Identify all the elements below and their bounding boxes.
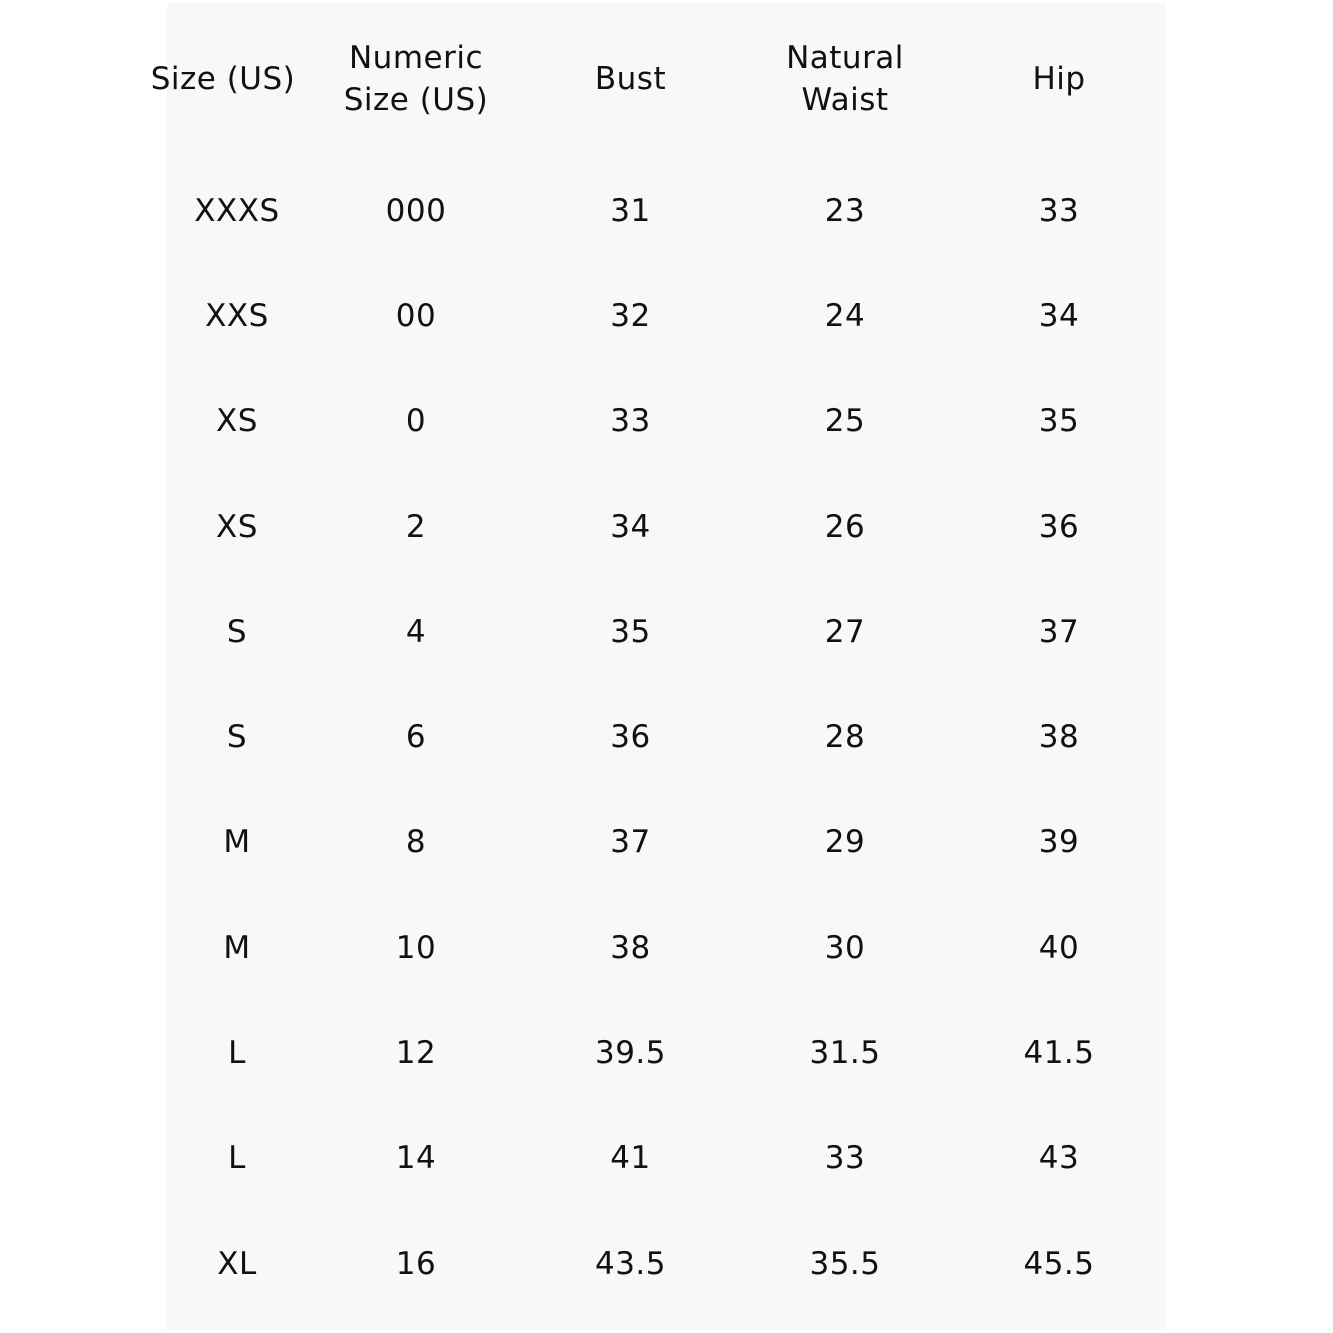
table-row: [167, 684, 1166, 789]
cell-numeric-size-us: 2: [405, 508, 427, 545]
cell-bust: 33: [610, 403, 651, 440]
cell-size-us: XXXS: [194, 192, 280, 229]
cell-natural-waist: 25: [824, 403, 866, 440]
table-header: [150, 3, 1166, 158]
cell-size-us: XL: [217, 1245, 257, 1282]
table-row: [167, 369, 1166, 474]
cell-hip: 43: [1038, 1140, 1080, 1177]
cell-bust: 35: [610, 613, 651, 650]
cell-natural-waist: 28: [824, 719, 866, 756]
cell-numeric-size-us: 000: [385, 192, 447, 229]
cell-hip: 37: [1038, 613, 1080, 650]
cell-natural-waist: 30: [824, 929, 866, 966]
cell-bust: 38: [610, 929, 651, 966]
cell-numeric-size-us: 6: [405, 719, 427, 756]
cell-bust: 36: [610, 719, 651, 756]
cell-size-us: L: [228, 1035, 246, 1072]
cell-size-us: M: [223, 824, 251, 861]
cell-natural-waist: 26: [824, 508, 866, 545]
cell-bust: 39.5: [594, 1035, 667, 1072]
cell-numeric-size-us: 00: [395, 297, 437, 334]
cell-bust: 31: [610, 192, 651, 229]
cell-hip: 33: [1038, 192, 1080, 229]
cell-numeric-size-us: 10: [395, 929, 437, 966]
cell-numeric-size-us: 16: [395, 1245, 437, 1282]
cell-hip: 45.5: [1023, 1245, 1095, 1282]
cell-numeric-size-us: 12: [395, 1035, 437, 1072]
cell-numeric-size-us: 14: [395, 1140, 437, 1177]
column-header-size-us: Size (US): [150, 61, 296, 97]
cell-size-us: XS: [216, 508, 258, 545]
cell-natural-waist: 29: [824, 824, 866, 861]
cell-natural-waist: 31.5: [809, 1035, 881, 1072]
cell-natural-waist: 35.5: [809, 1245, 881, 1282]
table-row: [167, 790, 1166, 895]
cell-bust: 37: [610, 824, 651, 861]
cell-hip: 38: [1038, 719, 1080, 756]
cell-hip: 36: [1038, 508, 1080, 545]
table-row: [167, 158, 1166, 263]
table-row: [167, 579, 1166, 684]
table-body: [167, 158, 1166, 1316]
cell-hip: 35: [1038, 403, 1080, 440]
cell-size-us: XS: [216, 403, 258, 440]
cell-numeric-size-us: 0: [405, 403, 427, 440]
cell-natural-waist: 27: [824, 613, 866, 650]
table-row: [167, 474, 1166, 579]
cell-hip: 34: [1038, 297, 1080, 334]
cell-size-us: L: [228, 1140, 246, 1177]
table-row: [167, 263, 1166, 368]
cell-hip: 41.5: [1023, 1035, 1095, 1072]
column-header-hip: Hip: [1032, 61, 1086, 97]
cell-size-us: XXS: [205, 297, 269, 334]
cell-bust: 43.5: [594, 1245, 667, 1282]
cell-natural-waist: 33: [824, 1140, 866, 1177]
cell-numeric-size-us: 4: [405, 613, 427, 650]
cell-size-us: S: [226, 613, 248, 650]
cell-hip: 40: [1038, 929, 1080, 966]
cell-natural-waist: 24: [824, 297, 866, 334]
cell-bust: 34: [610, 508, 651, 545]
table-row: [167, 1000, 1166, 1105]
cell-bust: 32: [610, 297, 651, 334]
cell-natural-waist: 23: [824, 192, 866, 229]
column-header-bust: Bust: [594, 61, 667, 97]
cell-size-us: M: [223, 929, 251, 966]
size-chart-table: [150, 3, 1166, 1316]
header-row: [167, 3, 1166, 158]
cell-hip: 39: [1038, 824, 1080, 861]
column-header-natural-waist: Natural Waist: [786, 40, 904, 118]
cell-numeric-size-us: 8: [405, 824, 427, 861]
table-row: [167, 1106, 1166, 1211]
size-chart-panel: [150, 3, 1166, 1330]
column-header-numeric-size-us: Numeric Size (US): [343, 40, 489, 118]
cell-bust: 41: [610, 1140, 651, 1177]
table-row: [167, 1211, 1166, 1316]
table-row: [167, 895, 1166, 1000]
cell-size-us: S: [226, 719, 248, 756]
